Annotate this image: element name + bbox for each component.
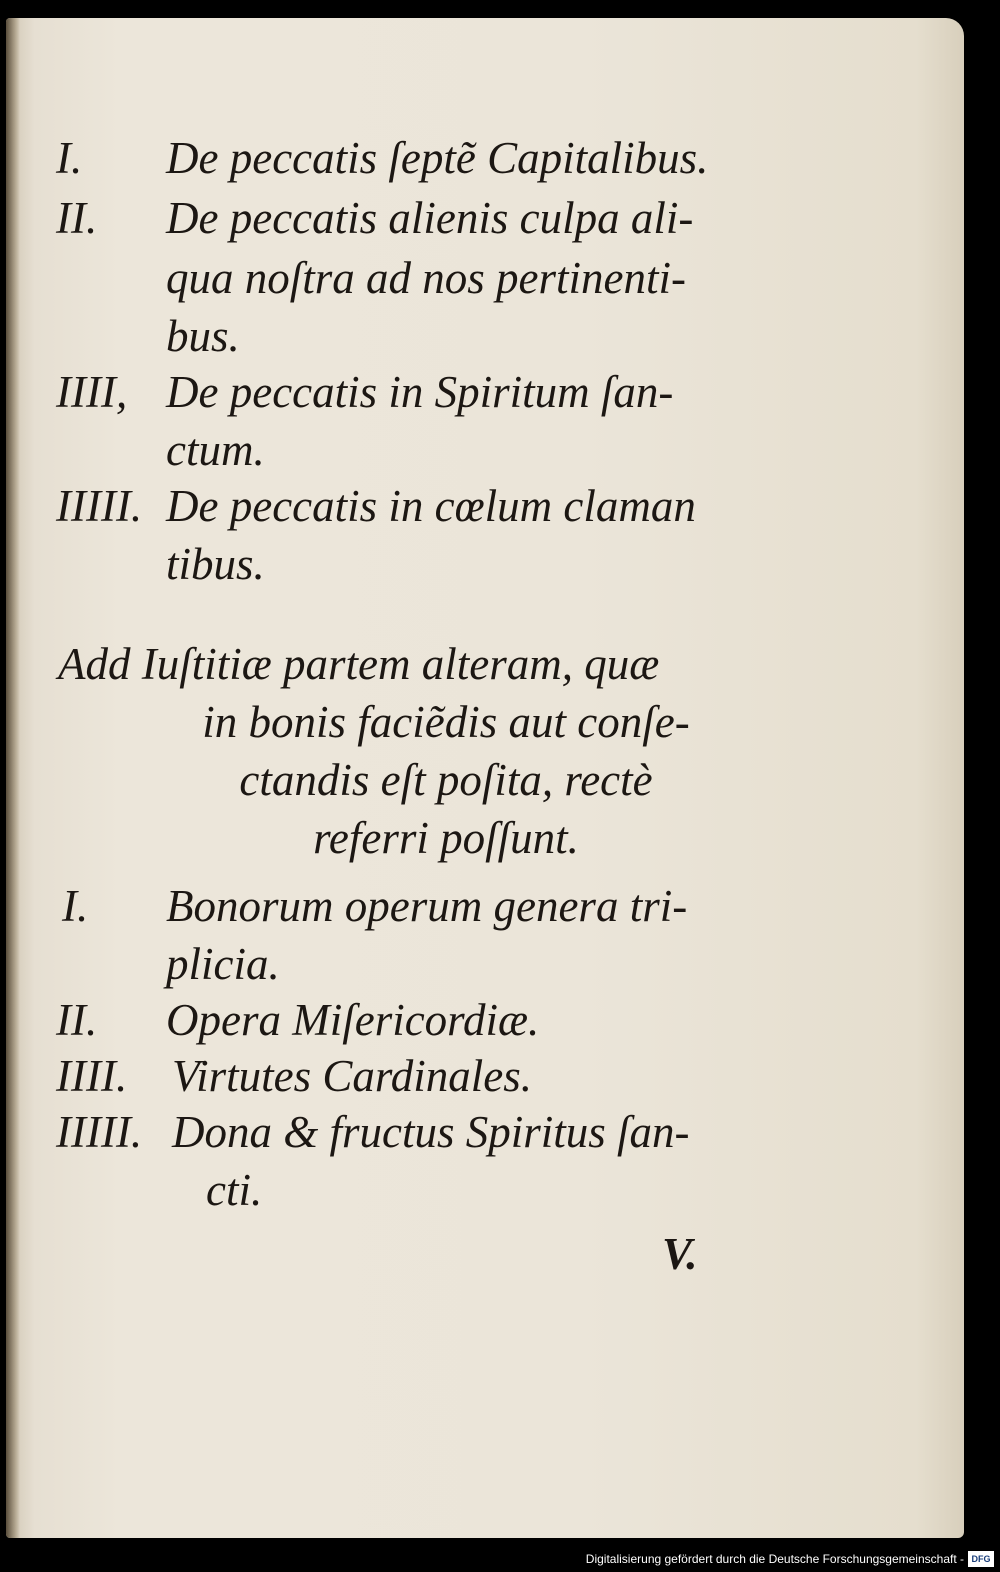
catchword: V. xyxy=(662,1229,698,1279)
book-page xyxy=(6,18,964,1538)
entry-1-line-1: De peccatis ſeptẽ Capitalibus. xyxy=(166,133,709,183)
entry-2-line-2: qua noſtra ad nos pertinenti- xyxy=(166,253,686,303)
entry-4-line-2: tibus. xyxy=(166,539,265,589)
entry-5-line-1: Bonorum operum genera tri- xyxy=(166,881,688,931)
entry-6-line-1: Opera Miſericordiæ. xyxy=(166,995,540,1045)
entry-4-line-1: De peccatis in cœlum claman xyxy=(166,481,696,531)
entry-2-line-3: bus. xyxy=(166,311,240,361)
entry-8-number: IIIII. xyxy=(56,1107,143,1157)
entry-6-number: II. xyxy=(56,995,98,1045)
entry-8-line-1: Dona & fructus Spiritus ſan- xyxy=(172,1107,690,1157)
footer-credit: Digitalisierung gefördert durch die Deutsche Forschungsgemeinschaft - xyxy=(585,1552,964,1566)
entry-3-line-2: ctum. xyxy=(166,425,265,475)
heading-line-3: ctandis eſt poſita, rectè xyxy=(239,755,653,805)
entry-4-number: IIIII. xyxy=(56,481,143,531)
entry-5-number: I. xyxy=(62,881,89,931)
entry-8-line-2: cti. xyxy=(206,1165,263,1215)
entry-7-line-1: Virtutes Cardinales. xyxy=(172,1051,532,1101)
entry-7-number: IIII. xyxy=(56,1051,128,1101)
entry-1-number: I. xyxy=(56,133,83,183)
heading-line-2: in bonis faciẽdis aut conſe- xyxy=(202,697,690,747)
entry-3-number: IIII, xyxy=(56,367,128,417)
entry-2-number: II. xyxy=(56,193,98,243)
entry-3-line-1: De peccatis in Spiritum ſan- xyxy=(166,367,674,417)
dfg-logo: DFG xyxy=(968,1551,994,1567)
entry-2-line-1: De peccatis alienis culpa ali- xyxy=(166,193,694,243)
entry-5-line-2: plicia. xyxy=(166,939,280,989)
heading-line-4: referri poſſunt. xyxy=(313,813,579,863)
heading-line-1: Add Iuſtitiæ partem alteram, quæ xyxy=(58,639,660,689)
